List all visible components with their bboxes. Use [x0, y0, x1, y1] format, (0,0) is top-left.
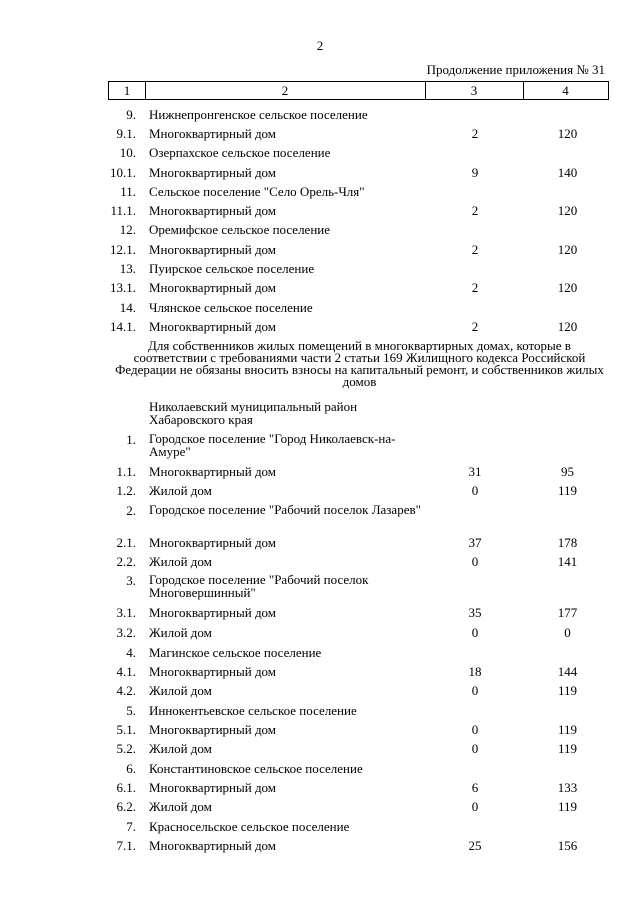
row-number: 10.1. [110, 165, 136, 180]
header-col-3: 3 [470, 83, 478, 98]
row-number: 1. [126, 432, 136, 447]
row-number: 11. [120, 184, 136, 199]
row-number: 7.1. [116, 838, 136, 853]
row-number: 2.2. [116, 554, 136, 569]
row-value-col3: 9 [471, 165, 479, 180]
row-name: Жилой дом [149, 483, 212, 498]
row-number: 1.1. [116, 464, 136, 479]
row-number: 6.1. [116, 780, 136, 795]
row-number: 5.2. [116, 741, 136, 756]
row-value-col4: 119 [557, 799, 578, 814]
header-col-2: 2 [281, 83, 289, 98]
row-name: Многоквартирный дом [149, 203, 277, 218]
row-name: Жилой дом [149, 799, 212, 814]
row-value-col3: 6 [471, 780, 479, 795]
row-value-col3: 18 [468, 664, 482, 679]
row-number: 3. [126, 573, 136, 588]
row-name: Нижнепронгенское сельское поселение [149, 107, 368, 122]
row-name: Жилой дом [149, 683, 212, 698]
row-name: Многоквартирный дом [149, 780, 277, 795]
page-number: 2 [316, 38, 324, 53]
row-number: 11.1. [110, 203, 136, 218]
header-col-1: 1 [123, 83, 131, 98]
row-name: Жилой дом [149, 554, 212, 569]
row-name: Многоквартирный дом [149, 838, 277, 853]
row-value-col4: 177 [557, 605, 578, 620]
row-value-col3: 37 [468, 535, 482, 550]
row-number: 5. [126, 703, 136, 718]
row-value-col3: 0 [471, 799, 479, 814]
row-number: 6.2. [116, 799, 136, 814]
row-value-col4: 140 [557, 165, 578, 180]
row-value-col4: 95 [561, 464, 574, 479]
row-number: 14. [119, 300, 136, 315]
row-name: Жилой дом [149, 741, 212, 756]
row-value-col4: 141 [557, 554, 578, 569]
row-number: 4.1. [116, 664, 136, 679]
row-number: 5.1. [116, 722, 136, 737]
row-name: Оремифское сельское поселение [149, 222, 331, 237]
row-value-col3: 0 [471, 483, 479, 498]
row-name: Многоквартирный дом [149, 165, 277, 180]
row-number: 2.1. [116, 535, 136, 550]
row-number: 9. [126, 107, 136, 122]
row-name: Многоквартирный дом [149, 126, 277, 141]
row-value-col4: 120 [557, 203, 578, 218]
row-value-col3: 0 [471, 683, 479, 698]
row-value-col4: 120 [557, 280, 578, 295]
row-value-col4: 119 [557, 741, 578, 756]
row-name: Константиновское сельское поселение [149, 761, 363, 776]
row-number: 10. [119, 145, 136, 160]
row-number: 9.1. [116, 126, 136, 141]
row-value-col4: 120 [557, 319, 578, 334]
row-number: 2. [126, 503, 136, 518]
row-name: Городское поселение "Рабочий поселок Многовершинный" [149, 572, 369, 600]
row-value-col3: 2 [471, 126, 479, 141]
row-name: Жилой дом [149, 625, 212, 640]
district-heading: Николаевский муниципальный район Хабаровского края [149, 399, 358, 427]
row-value-col3: 0 [471, 722, 479, 737]
section-heading: Для собственников жилых помещений в многоквартирных домах, которые в соответствии с требованиями части 2 статьи 169 Жилищного кодекса Российской Федерации не обязаны вносить взносы на капитальный ремонт, и собственников жилых домов [115, 338, 604, 389]
row-number: 14.1. [110, 319, 136, 334]
row-name: Многоквартирный дом [149, 535, 277, 550]
row-value-col4: 0 [564, 625, 571, 640]
header-col-4: 4 [562, 83, 569, 98]
row-value-col3: 2 [471, 319, 479, 334]
row-value-col3: 0 [471, 741, 479, 756]
row-name: Многоквартирный дом [149, 242, 277, 257]
row-name: Магинское сельское поселение [149, 645, 322, 660]
row-name: Озерпахское сельское поселение [149, 145, 331, 160]
row-value-col4: 178 [557, 535, 578, 550]
row-name: Многоквартирный дом [149, 664, 277, 679]
row-number: 12.1. [110, 242, 136, 257]
row-value-col4: 120 [557, 126, 578, 141]
row-name: Члянское сельское поселение [149, 300, 313, 315]
row-number: 3.2. [116, 625, 136, 640]
row-value-col4: 156 [557, 838, 578, 853]
row-value-col4: 133 [557, 780, 578, 795]
row-name: Многоквартирный дом [149, 280, 277, 295]
row-number: 7. [126, 819, 136, 834]
row-value-col4: 119 [557, 683, 578, 698]
row-name: Многоквартирный дом [149, 605, 277, 620]
row-value-col3: 2 [471, 203, 479, 218]
row-name: Многоквартирный дом [149, 722, 277, 737]
row-number: 1.2. [116, 483, 136, 498]
row-value-col4: 119 [557, 483, 578, 498]
row-number: 13.1. [110, 280, 136, 295]
row-name: Иннокентьевское сельское поселение [149, 703, 357, 718]
row-number: 6. [126, 761, 136, 776]
row-number: 4.2. [116, 683, 136, 698]
row-value-col3: 31 [468, 464, 482, 479]
row-name: Городское поселение "Рабочий поселок Лазарев" [149, 502, 421, 517]
row-value-col4: 120 [557, 242, 578, 257]
row-value-col3: 0 [471, 554, 479, 569]
row-number: 12. [119, 222, 136, 237]
row-number: 3.1. [116, 605, 136, 620]
row-value-col4: 119 [557, 722, 578, 737]
row-name: Городское поселение "Город Николаевск-на-Амуре" [149, 431, 396, 459]
row-name: Многоквартирный дом [149, 464, 277, 479]
row-value-col3: 35 [468, 605, 482, 620]
row-name: Многоквартирный дом [149, 319, 277, 334]
row-value-col3: 2 [471, 242, 479, 257]
row-value-col3: 25 [468, 838, 482, 853]
row-name: Пуирское сельское поселение [149, 261, 315, 276]
appendix-continuation: Продолжение приложения № 31 [426, 62, 605, 77]
row-value-col4: 144 [557, 664, 578, 679]
row-name: Сельское поселение "Село Орель-Чля" [149, 184, 365, 199]
row-name: Красносельское сельское поселение [149, 819, 350, 834]
row-number: 13. [119, 261, 136, 276]
table-header [108, 81, 609, 100]
row-value-col3: 0 [471, 625, 479, 640]
row-value-col3: 2 [471, 280, 479, 295]
row-number: 4. [126, 645, 136, 660]
